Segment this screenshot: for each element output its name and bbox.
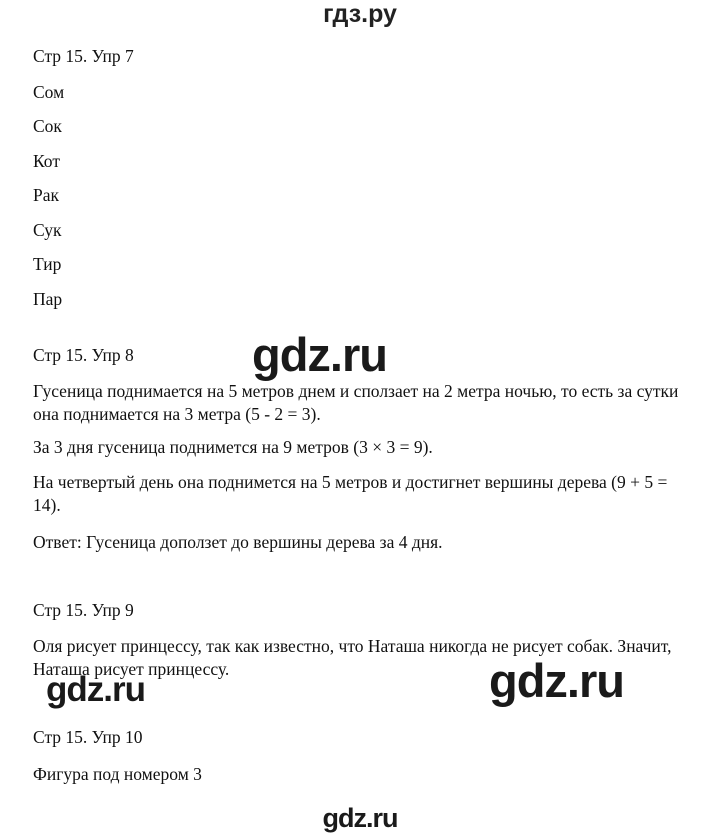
ex9-paragraph-1: Оля рисует принцессу, так как известно, что Наташа никогда не рисует собак. Значит, Наташа рисует принцессу. [33,636,672,679]
ex7-word-6: Тир [33,254,62,274]
watermark-mid: gdz.ru [252,328,387,381]
ex8-paragraph-3: На четвертый день она поднимется на 5 метров и достигнет вершины дерева (9 + 5 = 14). [33,472,668,515]
ex9-title: Стр 15. Упр 9 [33,600,134,620]
ex8-answer: Ответ: Гусеница доползет до вершины дерева за 4 дня. [33,532,443,552]
ex8-paragraph-2: За 3 дня гусеница поднимется на 9 метров (3 × 3 = 9). [33,437,433,457]
ex8-paragraph-1: Гусеница поднимается на 5 метров днем и сползает на 2 метра ночью, то есть за сутки она поднимается на 3 метра (5 - 2 = 3). [33,381,679,424]
ex10-title: Стр 15. Упр 10 [33,727,143,747]
ex7-word-3: Кот [33,151,60,171]
ex7-word-5: Сук [33,220,62,240]
ex7-word-7: Пар [33,289,63,309]
ex7-title: Стр 15. Упр 7 [33,46,134,66]
watermark-left: gdz.ru [46,670,145,709]
site-header: гдз.ру [323,0,397,28]
ex7-word-1: Сом [33,82,65,102]
ex8-title: Стр 15. Упр 8 [33,345,134,365]
watermark-bottom: gdz.ru [322,803,398,833]
ex10-paragraph-1: Фигура под номером 3 [33,764,202,784]
watermark-right: gdz.ru [489,654,624,707]
ex7-word-4: Рак [33,185,60,205]
ex7-word-2: Сок [33,116,62,136]
